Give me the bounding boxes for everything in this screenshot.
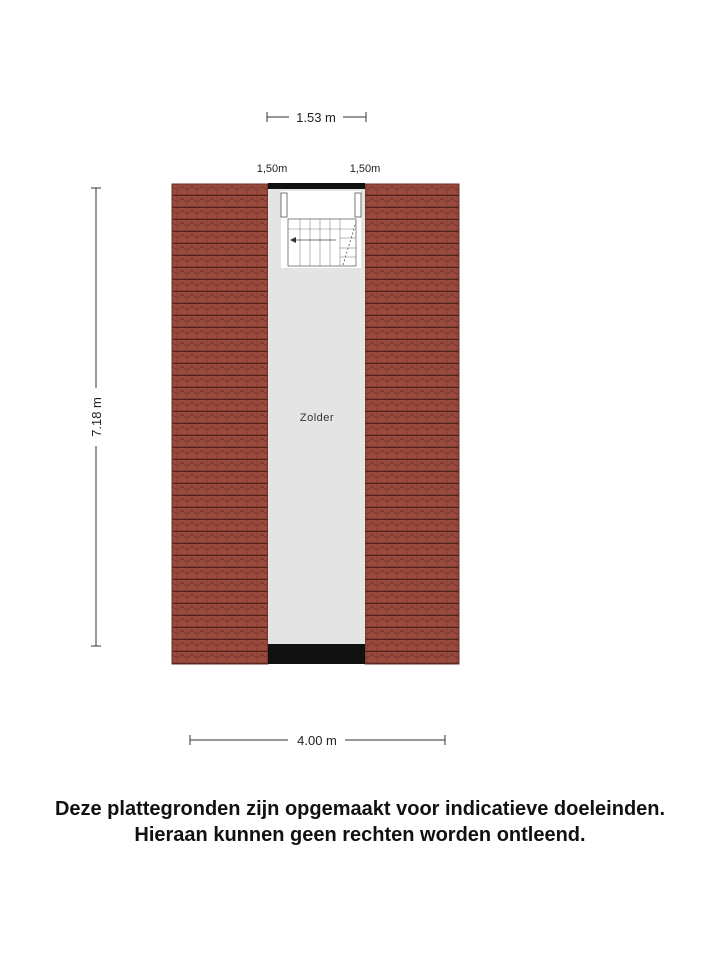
dimension-top — [267, 110, 366, 125]
dimension-top-label: 1.53 m — [296, 110, 336, 125]
wall-bottom — [268, 644, 365, 664]
dimension-left — [89, 188, 104, 646]
roof-right-width-label: 1,50m — [349, 163, 381, 175]
roof-right — [365, 184, 459, 664]
room-label-attic: Zolder — [299, 412, 335, 424]
disclaimer-line-2: Hieraan kunnen geen rechten worden ontleend. — [134, 824, 586, 846]
staircase — [281, 191, 361, 268]
dimension-bottom-label: 4.00 m — [297, 733, 337, 748]
roof-left — [172, 184, 268, 664]
dimension-left-label: 7.18 m — [89, 397, 104, 437]
disclaimer-line-1: Deze plattegronden zijn opgemaakt voor indicatieve doeleinden. — [54, 798, 666, 820]
roof-left-width-label: 1,50m — [256, 163, 288, 175]
wall-top — [268, 183, 365, 189]
dimension-bottom — [190, 733, 445, 748]
